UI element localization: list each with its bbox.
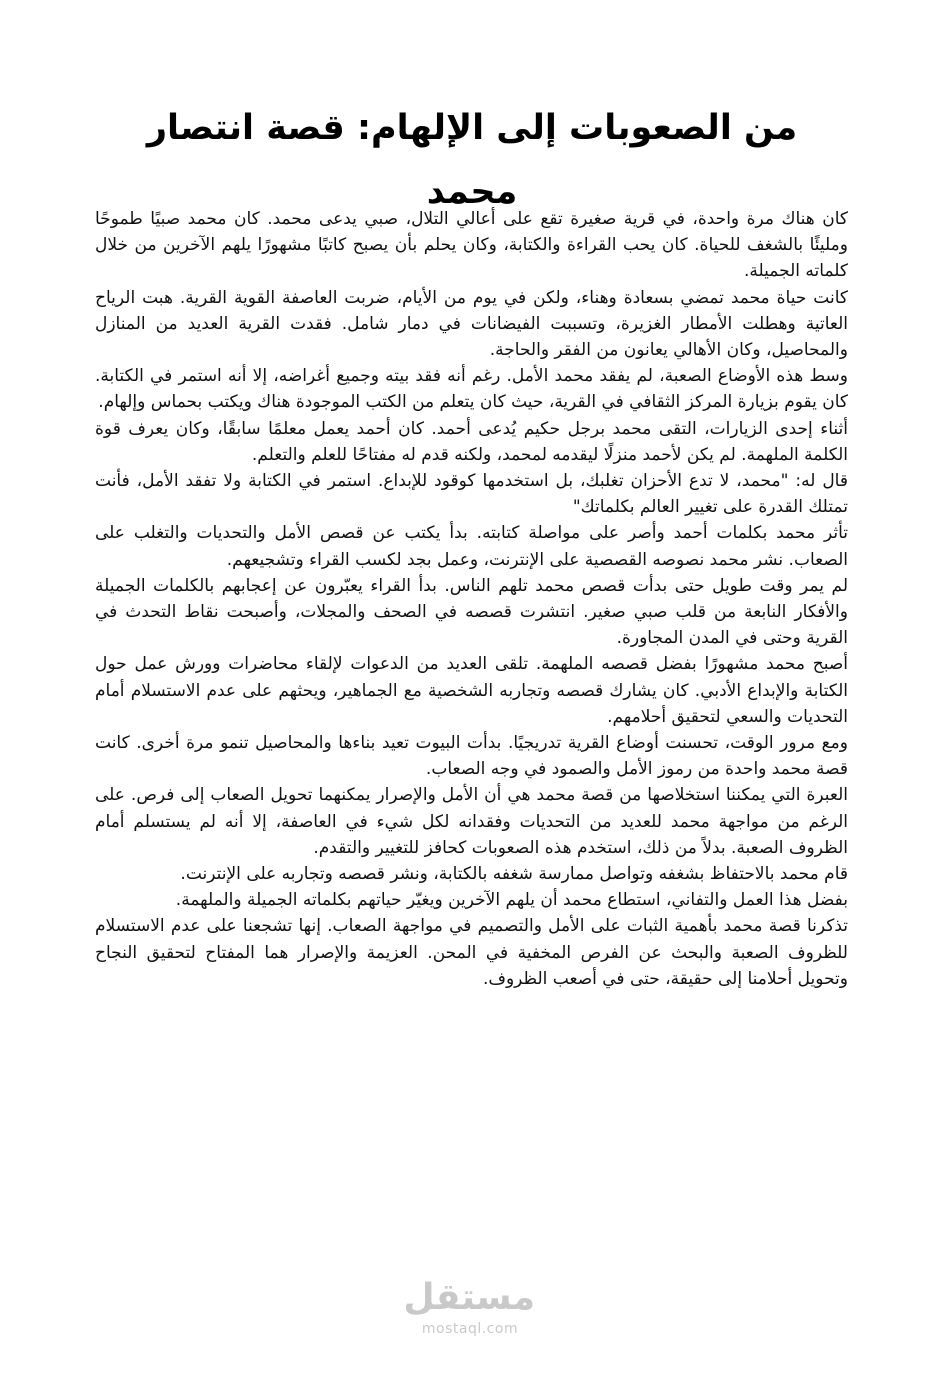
story-paragraph: قال له: "محمد، لا تدع الأحزان تغلبك، بل استخدمها كوقود للإبداع. استمر في الكتابة ولا تفقد الأمل، فأنت تمتلك القدرة على تغيير العالم بكلماتك" — [95, 471, 848, 518]
story-paragraph: أثناء إحدى الزيارات، التقى محمد برجل حكيم يُدعى أحمد. كان أحمد يعمل معلمًا سابقًا، وكان يعرف قوة الكلمة الملهمة. لم يكن لأحمد منزلًا ليقدمه لمحمد، ولكنه قدم له مفتاحًا للعلم والتعلم. — [95, 418, 848, 465]
story-paragraph: قام محمد بالاحتفاظ بشغفه وتواصل ممارسة شغفه بالكتابة، ونشر قصصه وتجاربه على الإنترنت. — [180, 864, 848, 885]
mostaql-watermark — [405, 1276, 535, 1346]
story-paragraph: كانت حياة محمد تمضي بسعادة وهناء، ولكن في يوم من الأيام، ضربت العاصفة القوية القرية. هبت الرياح العاتية وهطلت الأمطار الغزيرة، وتسببت الفيضانات في دمار شامل. فقدت القرية العديد من المنازل والمحاصيل، وكان الأهالي يعانون من الفقر والحاجة. — [95, 287, 848, 361]
document-title: من الصعوبات إلى الإلهام: قصة انتصار محمد — [146, 108, 798, 212]
story-paragraph: أصبح محمد مشهورًا بفضل قصصه الملهمة. تلقى العديد من الدعوات لإلقاء محاضرات وورش عمل حول الكتابة والإبداع الأدبي. كان يشارك قصصه وتجاربه الشخصية مع الجماهير، ويحثهم على عدم الاستسلام أمام التحديات والسعي لتحقيق أحلامهم. — [95, 654, 848, 727]
story-paragraph: كان هناك مرة واحدة، في قرية صغيرة تقع على أعالي التلال، صبي يدعى محمد. كان محمد صبيًا طموحًا ومليئًا بالشغف للحياة. كان يحب القراءة والكتابة، وكان يحلم بأن يصبح كاتبًا مشهورًا يلهم الآخرين من خلال كلماته الجميلة. — [95, 209, 848, 282]
story-paragraph: العبرة التي يمكننا استخلاصها من قصة محمد هي أن الأمل والإصرار يمكنهما تحويل الصعاب إلى فرص. على الرغم من مواجهة محمد للعديد من التحديات وفقدانه لكل شيء في العاصفة، إلا أنه لم يستسلم أمام الظروف الصعبة. بدلاً من ذلك، استخدم هذه الصعوبات كحافز للتغيير والتقدم. — [95, 785, 848, 858]
story-paragraph: بفضل هذا العمل والتفاني، استطاع محمد أن يلهم الآخرين ويغيّر حياتهم بكلماته الجميلة والملهمة. — [175, 890, 848, 911]
story-paragraph: تذكرنا قصة محمد بأهمية الثبات على الأمل والتصميم في مواجهة الصعاب. إنها تشجعنا على عدم الاستسلام للظروف الصعبة والبحث عن الفرص المخفية في المحن. العزيمة والإصرار هما المفتاح لتحقيق النجاح وتحويل أحلامنا إلى حقيقة، حتى في أصعب الظروف. — [95, 916, 848, 989]
story-paragraph: ومع مرور الوقت، تحسنت أوضاع القرية تدريجيًا. بدأت البيوت تعيد بناءها والمحاصيل تنمو مرة أخرى. كانت قصة محمد واحدة من رموز الأمل والصمود في وجه الصعاب. — [95, 733, 848, 780]
story-paragraph: وسط هذه الأوضاع الصعبة، لم يفقد محمد الأمل. رغم أنه فقد بيته وجميع أغراضه، إلا أنه استمر في الكتابة. كان يقوم بزيارة المركز الثقافي في القرية، حيث كان يتعلم من الكتب الموجودة هناك ويكتب بحماس وإلهام. — [95, 366, 848, 413]
watermark-logo: مستقل — [403, 1277, 535, 1318]
story-paragraph: تأثر محمد بكلمات أحمد وأصر على مواصلة كتابته. بدأ يكتب عن قصص الأمل والتحديات والتغلب على الصعاب. نشر محمد نصوصه القصصية على الإنترنت، وعمل بجد لكسب القراء وتشجيعهم. — [95, 523, 848, 570]
story-paragraph: لم يمر وقت طويل حتى بدأت قصص محمد تلهم الناس. بدأ القراء يعبّرون عن إعجابهم بالكلمات الجميلة والأفكار النابعة من قلب صبي صغير. انتشرت قصصه في الصحف والمجلات، وأصبحت نقاط التحدث في القرية وحتى في المدن المجاورة. — [95, 575, 848, 649]
watermark-domain: mostaql.com — [421, 1321, 519, 1337]
story-body — [95, 206, 848, 992]
